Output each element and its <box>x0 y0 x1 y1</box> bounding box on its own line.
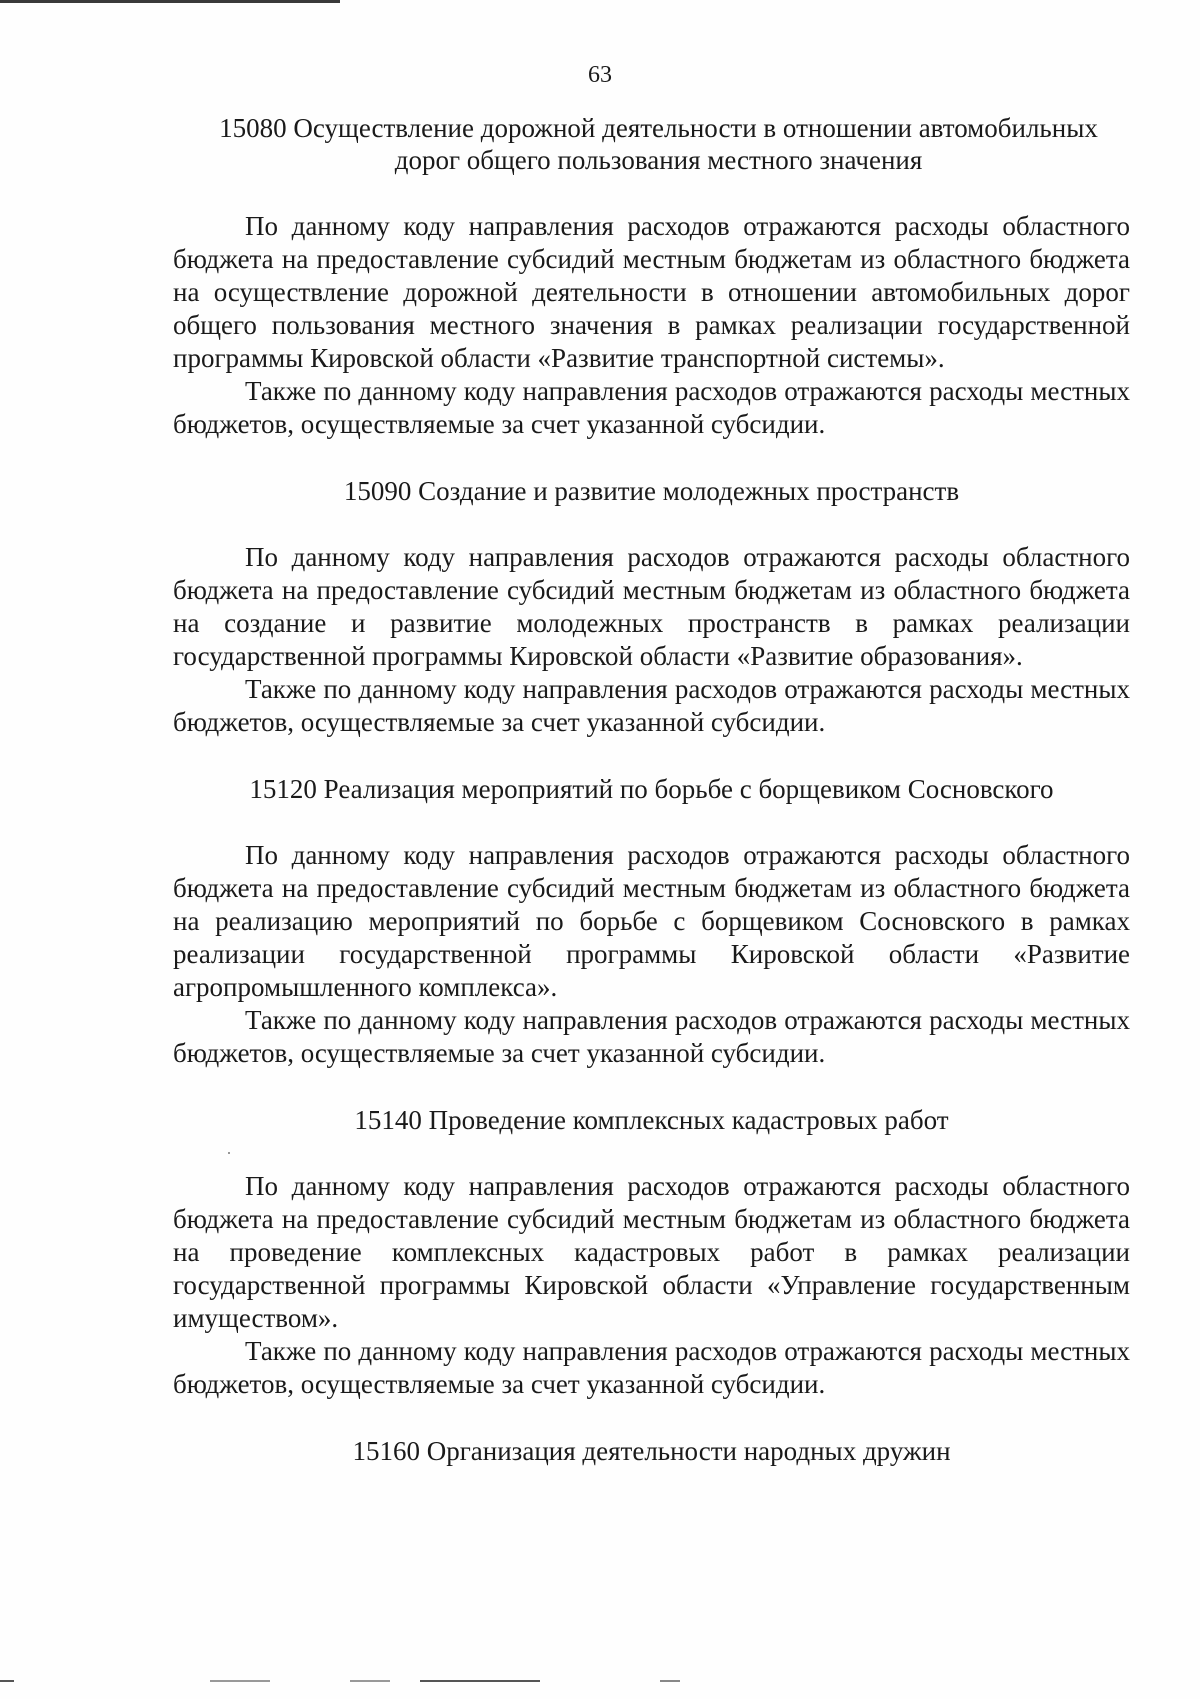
scan-speck <box>228 1152 230 1154</box>
section-paragraph: Также по данному коду направления расходов отражаются расходы местных бюджетов, осуществляемые за счет указанной субсидии. <box>173 376 1130 439</box>
section-paragraph: По данному коду направления расходов отражаются расходы областного бюджета на предоставление субсидий местным бюджетам из областного бюджета на осуществление дорожной деятельности в отношении автомобильных дорог общего пользования местного значения в рамках реализации государственной программы Кировской области «Развитие транспортной системы». <box>173 211 1130 373</box>
section-heading: 15120 Реализация мероприятий по борьбе с борщевиком Сосновского <box>249 774 1054 804</box>
section-heading: 15080 Осуществление дорожной деятельности в отношении автомобильных дорог общего пользования местного значения <box>219 113 1098 175</box>
section-15080 <box>173 112 1130 441</box>
section-paragraph: По данному коду направления расходов отражаются расходы областного бюджета на предоставление субсидий местным бюджетам из областного бюджета на создание и развитие молодежных пространств в рамках реализации государственной программы Кировской области «Развитие образования». <box>173 542 1130 671</box>
section-heading: 15160 Организация деятельности народных дружин <box>352 1436 951 1466</box>
section-15160 <box>173 1435 1130 1467</box>
section-heading: 15140 Проведение комплексных кадастровых работ <box>354 1105 949 1135</box>
document-body <box>173 112 1130 1467</box>
section-paragraph: По данному коду направления расходов отражаются расходы областного бюджета на предоставление субсидий местным бюджетам из областного бюджета на реализацию мероприятий по борьбе с борщевиком Сосновского в рамках реализации государственной программы Кировской области «Развитие агропромышленного комплекса». <box>173 840 1130 1002</box>
section-paragraph: По данному коду направления расходов отражаются расходы областного бюджета на предоставление субсидий местным бюджетам из областного бюджета на проведение комплексных кадастровых работ в рамках реализации государственной программы Кировской области «Управление государственным имуществом». <box>173 1171 1130 1333</box>
scan-edge-mark-bottom <box>0 1676 1200 1686</box>
page-number: 63 <box>588 62 612 88</box>
section-heading: 15090 Создание и развитие молодежных пространств <box>343 476 960 506</box>
section-paragraph: Также по данному коду направления расходов отражаются расходы местных бюджетов, осуществляемые за счет указанной субсидии. <box>173 1005 1130 1068</box>
section-15120 <box>173 773 1130 1070</box>
section-15140 <box>173 1104 1130 1401</box>
section-paragraph: Также по данному коду направления расходов отражаются расходы местных бюджетов, осуществляемые за счет указанной субсидии. <box>173 674 1130 737</box>
scan-edge-mark-top <box>0 0 340 3</box>
section-paragraph: Также по данному коду направления расходов отражаются расходы местных бюджетов, осуществляемые за счет указанной субсидии. <box>173 1336 1130 1399</box>
section-15090 <box>173 475 1130 739</box>
